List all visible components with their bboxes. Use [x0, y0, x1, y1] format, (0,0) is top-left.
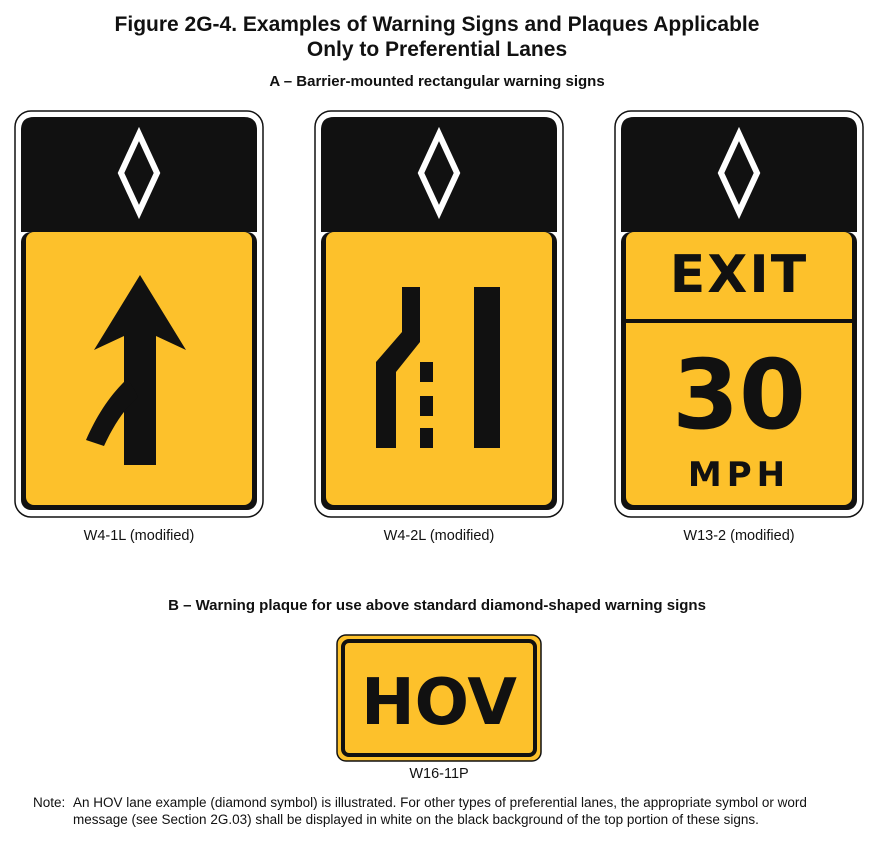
sign-w4-1l: [14, 110, 264, 520]
plaque-text: HOV: [361, 666, 517, 740]
exit-text: EXIT: [669, 245, 809, 305]
plaque-w16-11p: [336, 634, 542, 762]
note-text: An HOV lane example (diamond symbol) is illustrated. For other types of preferential lanes, the appropriate symbol or word message (see Section 2G.03) shall be displayed in white on the black background of the top portion of these signs.: [73, 795, 807, 827]
figure-title-line-2: Only to Preferential Lanes: [306, 38, 568, 61]
sign-w4-2l: [314, 110, 564, 520]
speed-unit: MPH: [687, 455, 791, 495]
caption-w4-2l: W4-2L (modified): [383, 528, 495, 544]
caption-w13-2: W13-2 (modified): [683, 528, 795, 544]
exit-divider: [622, 319, 856, 323]
sign-w13-2: [614, 110, 864, 520]
section-a-heading: A – Barrier-mounted rectangular warning signs: [269, 73, 605, 90]
section-b-heading: B – Warning plaque for use above standard diamond-shaped warning signs: [168, 597, 706, 614]
caption-w16-11p: W16-11P: [409, 766, 469, 782]
speed-value: 30: [672, 339, 806, 451]
figure-title-line-1: Figure 2G-4. Examples of Warning Signs and Plaques Applicable: [114, 13, 760, 36]
caption-w4-1l: W4-1L (modified): [83, 528, 195, 544]
note-label: Note:: [33, 795, 66, 810]
